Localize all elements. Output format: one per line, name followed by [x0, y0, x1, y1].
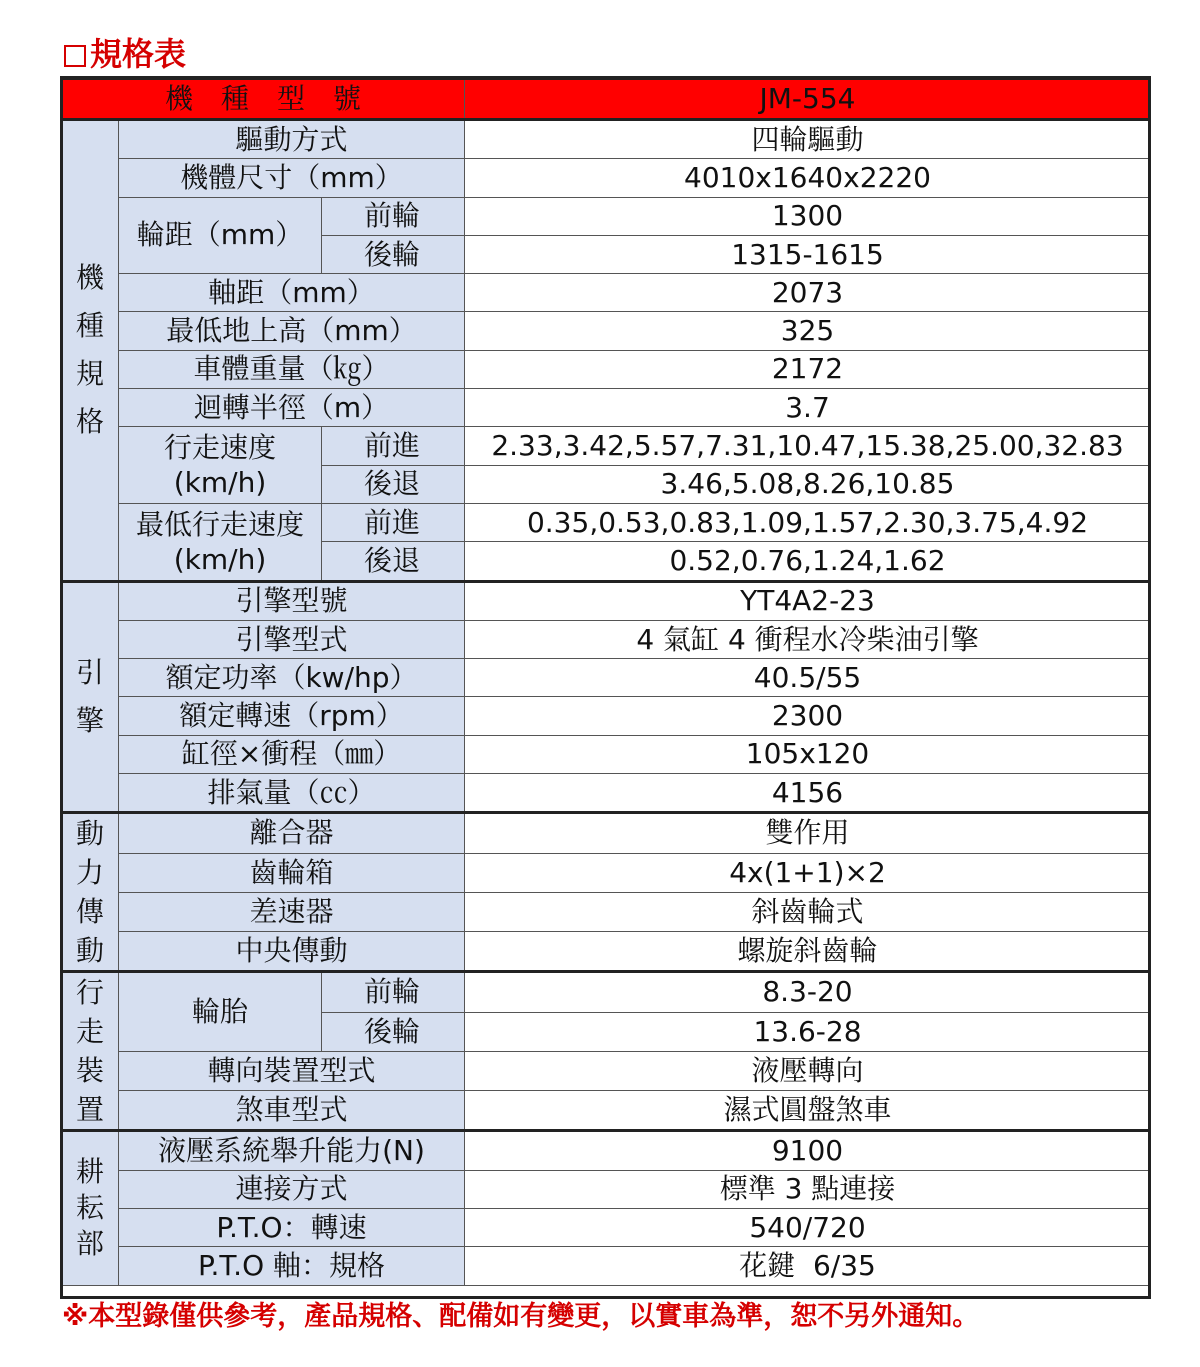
row-label: 排氣量（㏄） [119, 774, 465, 813]
row-sublabel: 前輪 [322, 972, 465, 1012]
row-value: 3.7 [465, 389, 1151, 427]
row-value: 四輪驅動 [465, 120, 1151, 159]
page-title-text: 規格表 [90, 35, 187, 73]
row-value: 325 [465, 312, 1151, 350]
table-row [62, 1131, 1151, 1170]
model-header-label: 機 種 型 號 [62, 79, 465, 120]
row-label: 最低地上高（mm） [119, 312, 465, 350]
row-value: 2.33,3.42,5.57,7.31,10.47,15.38,25.00,32.83 [465, 427, 1151, 465]
section-machine: 機 種 規 格 [62, 120, 119, 582]
row-label: 差速器 [119, 892, 465, 931]
row-value: 8.3-20 [465, 972, 1151, 1012]
table-header-row [62, 79, 1151, 120]
row-label: 煞車型式 [119, 1091, 465, 1131]
disclaimer-notice: ※本型錄僅供參考，產品規格、配備如有變更，以實車為準，恕不另外通知。 [62, 1301, 980, 1332]
table-row [62, 389, 1151, 427]
row-value: 3.46,5.08,8.26,10.85 [465, 465, 1151, 503]
row-value: 1315-1615 [465, 235, 1151, 273]
row-value: 斜齒輪式 [465, 892, 1151, 931]
row-label: 機體尺寸（mm） [119, 159, 465, 197]
table-row [62, 735, 1151, 773]
table-row [62, 274, 1151, 312]
table-row [62, 659, 1151, 697]
row-label: 最低行走速度 (km/h) [119, 503, 322, 581]
table-row [62, 774, 1151, 813]
row-label: 輪胎 [119, 972, 322, 1051]
row-value: 540/720 [465, 1208, 1151, 1246]
page-title [64, 34, 186, 74]
row-sublabel: 前進 [322, 427, 465, 465]
row-value: YT4A2-23 [465, 581, 1151, 620]
row-value: 4x(1+1)×2 [465, 853, 1151, 892]
row-label: 連接方式 [119, 1170, 465, 1208]
table-row [62, 972, 1151, 1012]
table-row [62, 1247, 1151, 1285]
row-value: 40.5/55 [465, 659, 1151, 697]
table-row [62, 312, 1151, 350]
row-label: 額定功率（kw/hp） [119, 659, 465, 697]
row-value: 4010x1640x2220 [465, 159, 1151, 197]
row-value: 標準 3 點連接 [465, 1170, 1151, 1208]
table-row [62, 932, 1151, 972]
row-label: P.T.O：轉速 [119, 1208, 465, 1246]
table-row [62, 892, 1151, 931]
row-label: 中央傳動 [119, 932, 465, 972]
table-row [62, 503, 1151, 541]
row-value: 0.52,0.76,1.24,1.62 [465, 542, 1151, 581]
table-row [62, 350, 1151, 388]
table-row [62, 697, 1151, 735]
table-row [62, 581, 1151, 620]
row-value: 雙作用 [465, 813, 1151, 853]
row-label: 缸徑×衝程（㎜） [119, 735, 465, 773]
row-label: 轉向裝置型式 [119, 1051, 465, 1090]
table-row [62, 120, 1151, 159]
row-value: 0.35,0.53,0.83,1.09,1.57,2.30,3.75,4.92 [465, 503, 1151, 541]
table-row [62, 1170, 1151, 1208]
row-value: 2172 [465, 350, 1151, 388]
model-header-value: JM-554 [465, 79, 1151, 120]
row-sublabel: 後退 [322, 542, 465, 581]
table-row [62, 159, 1151, 197]
row-sublabel: 後輪 [322, 1012, 465, 1051]
spec-table [61, 77, 1151, 1286]
table-row [62, 427, 1151, 465]
row-label: 迴轉半徑（m） [119, 389, 465, 427]
row-value: 螺旋斜齒輪 [465, 932, 1151, 972]
row-label: 額定轉速（rpm） [119, 697, 465, 735]
table-row [62, 813, 1151, 853]
checkbox-square-icon [64, 45, 86, 67]
section-transmission: 動 力 傳 動 [62, 813, 119, 972]
row-label: 輪距（mm） [119, 197, 322, 274]
row-sublabel: 後退 [322, 465, 465, 503]
row-value: 105x120 [465, 735, 1151, 773]
section-travel: 行 走 裝 置 [62, 972, 119, 1131]
table-row [62, 197, 1151, 235]
row-label: 軸距（mm） [119, 274, 465, 312]
row-value: 9100 [465, 1131, 1151, 1170]
table-row [62, 620, 1151, 658]
section-tillage: 耕 耘 部 [62, 1131, 119, 1285]
row-value: 2073 [465, 274, 1151, 312]
row-sublabel: 前輪 [322, 197, 465, 235]
row-value: 1300 [465, 197, 1151, 235]
row-value: 液壓轉向 [465, 1051, 1151, 1090]
table-row [62, 853, 1151, 892]
row-value: 濕式圓盤煞車 [465, 1091, 1151, 1131]
row-label: 驅動方式 [119, 120, 465, 159]
row-label: 車體重量（㎏） [119, 350, 465, 388]
row-label: 離合器 [119, 813, 465, 853]
table-row [62, 1051, 1151, 1090]
row-sublabel: 後輪 [322, 235, 465, 273]
table-row [62, 1208, 1151, 1246]
row-value: 13.6-28 [465, 1012, 1151, 1051]
row-label: 齒輪箱 [119, 853, 465, 892]
row-value: 4156 [465, 774, 1151, 813]
row-value: 4 氣缸 4 衝程水冷柴油引擎 [465, 620, 1151, 658]
table-row [62, 1091, 1151, 1131]
section-engine: 引 擎 [62, 581, 119, 813]
row-label: P.T.O 軸：規格 [119, 1247, 465, 1285]
row-value: 2300 [465, 697, 1151, 735]
row-sublabel: 前進 [322, 503, 465, 541]
row-label: 液壓系統舉升能力(N) [119, 1131, 465, 1170]
row-label: 引擎型式 [119, 620, 465, 658]
row-label: 行走速度 (km/h) [119, 427, 322, 504]
row-value: 花鍵 6/35 [465, 1247, 1151, 1285]
row-label: 引擎型號 [119, 581, 465, 620]
